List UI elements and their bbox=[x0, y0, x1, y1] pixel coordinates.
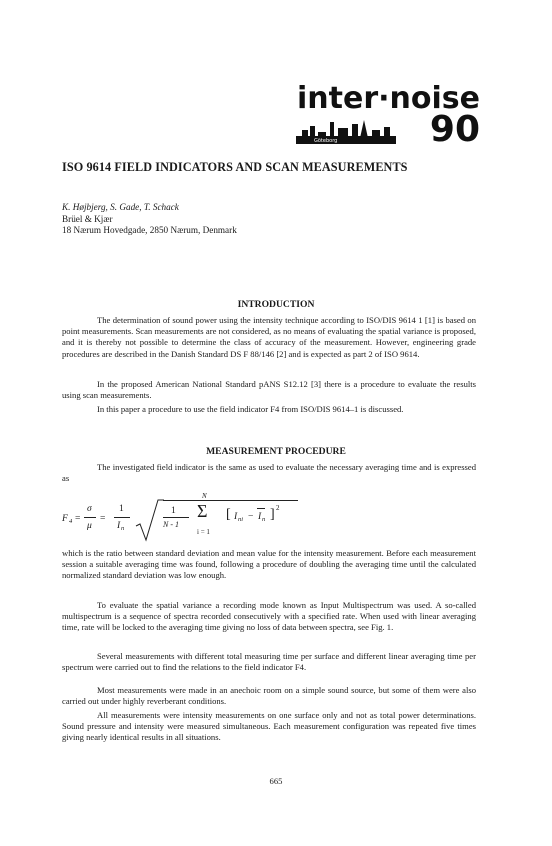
measurement-paragraph-2: which is the ratio between standard deviation and mean value for the intensity measurement. Before each measurement session a suitable averaging time was found, following a procedure of doubling the averaging time until the calculated normalized standard deviation was low enough. bbox=[62, 548, 476, 581]
formula-inner-numerator: 1 bbox=[171, 505, 176, 516]
page-number: 665 bbox=[269, 776, 283, 786]
measurement-paragraph-1: The investigated field indicator is the same as used to evaluate the necessary averaging time and is expressed as bbox=[62, 462, 476, 484]
logo-year: 90 bbox=[429, 109, 480, 150]
formula-term-b-sub: n bbox=[262, 516, 266, 523]
formula-inner-denominator: N - 1 bbox=[163, 520, 179, 529]
formula-square: 2 bbox=[276, 504, 280, 512]
formula-In: I bbox=[117, 520, 121, 531]
measurement-paragraph-3: To evaluate the spatial variance a recording mode known as Input Multispectrum was used. A so-called multispectrum is a sequence of spectra recorded consecutively with a specified rate. When used with linear averaging time, rate will be locked to the averaging time giving no loss of data between spectra, see Fig. 1. bbox=[62, 600, 476, 633]
formula-In-sub: n bbox=[121, 525, 125, 532]
square-root-sign-icon bbox=[134, 498, 164, 543]
formula-bracket-open: [ bbox=[226, 507, 231, 522]
formula-sum-bottom: i = 1 bbox=[197, 528, 210, 536]
field-indicator-formula bbox=[62, 492, 362, 543]
logo-city-label: Göteborg bbox=[314, 138, 338, 144]
paper-title: ISO 9614 FIELD INDICATORS AND SCAN MEASUREMENTS bbox=[62, 160, 408, 174]
author-company: Brüel & Kjær bbox=[62, 213, 113, 224]
intro-paragraph-1: The determination of sound power using the intensity technique according to ISO/DIS 9614 1 [1] is based on point measurements. Scan measurements are not considered, as no means of evaluating the spatial variance is proposed, and it is thereby not possible to determine the class of accuracy of the measurement. However, engineering grade procedures are described in the Danish Standard DS F 88/146 [2] and is expected as part 2 of ISO 9614. bbox=[62, 315, 476, 359]
formula-sum-top: N bbox=[202, 492, 207, 500]
intro-paragraph-2: In the proposed American National Standard pANS S12.12 [3] there is a procedure to evaluate the results using scan measurements. bbox=[62, 379, 476, 401]
author-names: K. Højbjerg, S. Gade, T. Schack bbox=[62, 202, 179, 212]
measurement-paragraph-4: Several measurements with different total measuring time per surface and different linear averaging time per spectrum were carried out to find the relations to the field indicator F4. bbox=[62, 651, 476, 673]
author-block bbox=[62, 202, 237, 237]
city-skyline-icon bbox=[296, 118, 396, 144]
formula-lhs: F bbox=[62, 513, 68, 524]
logo-lower bbox=[280, 109, 480, 150]
formula-sigma: σ bbox=[87, 503, 92, 514]
formula-frac-line-2 bbox=[114, 517, 130, 518]
formula-term-a: I bbox=[234, 511, 238, 522]
author-address: 18 Nærum Hovedgade, 2850 Nærum, Denmark bbox=[62, 225, 237, 235]
intro-paragraph-3: In this paper a procedure to use the field indicator F4 from ISO/DIS 9614–1 is discussed. bbox=[97, 404, 404, 414]
formula-lhs-sub: 4 bbox=[69, 518, 73, 525]
section-heading-measurement: MEASUREMENT PROCEDURE bbox=[206, 446, 346, 457]
formula-one: 1 bbox=[119, 503, 124, 514]
formula-term-b: I bbox=[258, 511, 262, 522]
formula-term-a-sub: ni bbox=[238, 516, 244, 523]
formula-equals-2: = bbox=[100, 513, 106, 524]
formula-bracket-close: ] bbox=[270, 507, 275, 522]
root-overline bbox=[163, 500, 298, 501]
formula-minus: − bbox=[248, 511, 254, 522]
formula-mean-bar bbox=[257, 508, 265, 509]
measurement-paragraph-6: All measurements were intensity measurements on one surface only and not as total power determinations. Sound pressure and intensity were measured simultaneous. Each measurement configuration was repeated five times giving nearly identical results in all situations. bbox=[62, 710, 476, 743]
formula-frac-line-1 bbox=[84, 517, 96, 518]
formula-equals-1: = bbox=[75, 513, 81, 524]
conference-logo bbox=[280, 81, 480, 150]
section-heading-introduction: INTRODUCTION bbox=[237, 299, 315, 310]
logo-wordmark: inter·noise bbox=[297, 81, 480, 116]
formula-mu: μ bbox=[87, 520, 92, 531]
measurement-paragraph-5: Most measurements were made in an anechoic room on a simple sound source, but some of them were also carried out under highly reverberant conditions. bbox=[62, 685, 476, 707]
formula-sum-sign: Σ bbox=[197, 501, 208, 521]
formula-frac-line-3 bbox=[163, 517, 189, 518]
